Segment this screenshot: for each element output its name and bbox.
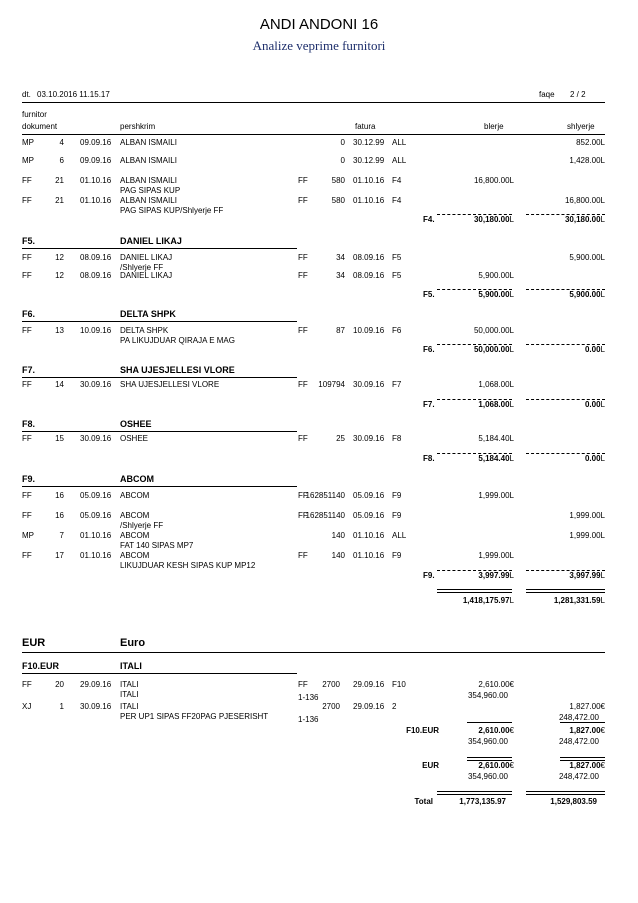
currency-section-name: Euro [120, 637, 146, 649]
row-description-extra: FAT 140 SIPAS MP7 [120, 541, 194, 550]
eur-subtotal-blerje [478, 761, 514, 770]
currency-symbol: L [509, 400, 514, 409]
subtotal-shlyerje [565, 215, 605, 224]
eur-subtotal-shlyerje-lek: 248,472.00 [558, 772, 599, 781]
columns-rule [22, 134, 605, 135]
row-invoice-code: F8 [392, 434, 402, 443]
row-doc-type: MP [22, 138, 34, 147]
row-doc-type: FF [22, 253, 32, 262]
grand-total-all-blerje-value: 1,418,175.97 [462, 596, 510, 605]
row-invoice-date: 10.09.16 [353, 326, 385, 335]
currency-symbol: L [509, 345, 514, 354]
row-doc-date: 05.09.16 [80, 491, 112, 500]
section-rule [22, 321, 297, 322]
row-description-extra: ITALI [120, 690, 139, 699]
row-invoice-date: 29.09.16 [353, 702, 385, 711]
row-blerje-lek: 354,960.00 [467, 691, 508, 700]
subtotal-blerje [478, 571, 514, 580]
currency-symbol: € [509, 761, 514, 770]
row-blerje-value: 1,999.00 [478, 491, 510, 500]
row-invoice-type: FF [298, 491, 308, 500]
row-invoice-code: ALL [392, 138, 407, 147]
row-shlyerje-eur-value: 1,827.00 [569, 702, 601, 711]
row-shlyerje-value: 1,428.00 [569, 156, 601, 165]
grand-total-label: Total [414, 797, 433, 806]
row-doc-type: FF [22, 551, 32, 560]
row-blerje-value: 16,800.00 [473, 176, 510, 185]
row-doc-number: 15 [55, 434, 64, 443]
row-doc-number: 4 [59, 138, 64, 147]
header-rule [22, 102, 605, 103]
subtotal-label: F9. [423, 571, 435, 580]
row-invoice-date: 08.09.16 [353, 271, 385, 280]
row-invoice-code: F5 [392, 253, 402, 262]
page-number: 2 / 2 [570, 90, 586, 99]
row-invoice-type: FF [298, 380, 308, 389]
row-doc-date: 01.10.16 [80, 531, 112, 540]
eur-subtotal-blerje-lek: 354,960.00 [467, 772, 508, 781]
row-shlyerje [569, 531, 605, 540]
row-description-extra: PAG SIPAS KUP/Shlyerje FF [120, 206, 224, 215]
row-description: ALBAN ISMAILI [120, 176, 177, 185]
currency-section-rule [22, 652, 605, 653]
subtotal-blerje-value: 50,000.00 [473, 345, 510, 354]
grand-total-all-blerje [463, 596, 514, 605]
row-invoice-number: 0 [340, 156, 345, 165]
grand-rule-blerje [437, 589, 512, 593]
row-doc-type: FF [22, 491, 32, 500]
row-description: DANIEL LIKAJ [120, 271, 173, 280]
row-doc-date: 01.10.16 [80, 176, 112, 185]
row-invoice-number: 140 [331, 531, 345, 540]
currency-symbol: L [509, 380, 514, 389]
row-description: SHA UJESJELLESI VLORE [120, 380, 220, 389]
subtotal-shlyerje [569, 571, 605, 580]
row-description-extra: PA LIKUJDUAR QIRAJA E MAG [120, 336, 235, 345]
row-description: ABCOM [120, 511, 150, 520]
col-dokument: dokument [22, 122, 58, 131]
row-invoice-code: F5 [392, 271, 402, 280]
row-invoice-date: 01.10.16 [353, 196, 385, 205]
row-doc-date: 08.09.16 [80, 271, 112, 280]
row-description: ITALI [120, 702, 139, 711]
row-shlyerje-value: 16,800.00 [564, 196, 601, 205]
row-shlyerje-value: 852.00 [576, 138, 601, 147]
eur-subtotal-shlyerje [569, 726, 605, 735]
section-code: F7. [22, 365, 36, 375]
report-title: ANDI ANDONI 16 [259, 16, 379, 33]
row-invoice-number: 109794 [318, 380, 345, 389]
row-invoice-type: FF [298, 680, 308, 689]
section-code: F10.EUR [22, 661, 60, 671]
row-shlyerje [569, 156, 605, 165]
eur-subtotal-shlyerje-lek: 248,472.00 [558, 737, 599, 746]
row-doc-number: 16 [55, 491, 64, 500]
grand-total-shlyerje: 1,529,803.59 [550, 797, 597, 806]
row-doc-date: 01.10.16 [80, 196, 112, 205]
row-blerje-value: 5,900.00 [478, 271, 510, 280]
row-invoice-date: 30.12.99 [353, 156, 385, 165]
row-doc-date: 05.09.16 [80, 511, 112, 520]
row-invoice-type: FF [298, 253, 308, 262]
eur-subtotal-rule-blerje [467, 722, 512, 723]
row-invoice-type: FF [298, 434, 308, 443]
grand-total-rule-shlyerje [526, 791, 605, 795]
row-description: ABCOM [120, 551, 150, 560]
currency-symbol: L [600, 215, 605, 224]
currency-symbol: € [600, 702, 605, 711]
subtotal-blerje-value: 5,184.40 [478, 454, 510, 463]
row-description-extra: /Shlyerje FF [120, 521, 164, 530]
row-description: OSHEE [120, 434, 149, 443]
grand-total-blerje: 1,773,135.97 [459, 797, 506, 806]
row-description-extra: LIKUJDUAR KESH SIPAS KUP MP12 [120, 561, 256, 570]
row-invoice-code: F9 [392, 551, 402, 560]
row-description-extra: /Shlyerje FF [120, 263, 164, 272]
row-doc-number: 17 [55, 551, 64, 560]
eur-subtotal-blerje-value: 2,610.00 [478, 761, 510, 770]
row-invoice-code: F9 [392, 491, 402, 500]
row-invoice-type: FF [298, 326, 308, 335]
row-shlyerje [576, 138, 605, 147]
row-doc-date: 09.09.16 [80, 138, 112, 147]
row-doc-number: 21 [55, 176, 64, 185]
row-blerje [478, 551, 514, 560]
row-invoice-date: 08.09.16 [353, 253, 385, 262]
row-invoice-number: 2700 [322, 702, 340, 711]
currency-symbol: L [600, 400, 605, 409]
section-rule [22, 248, 297, 249]
row-doc-number: 1 [59, 702, 64, 711]
row-doc-type: FF [22, 511, 32, 520]
row-shlyerje-eur [569, 702, 605, 711]
row-invoice-code: F6 [392, 326, 402, 335]
eur-subtotal-blerje-value: 2,610.00 [478, 726, 510, 735]
col-fatura: fatura [355, 122, 376, 131]
date-label: dt. [22, 90, 31, 99]
row-description: ALBAN ISMAILI [120, 196, 177, 205]
eur-subtotal-label: EUR [422, 761, 439, 770]
section-code: F5. [22, 236, 36, 246]
row-invoice-date: 01.10.16 [353, 176, 385, 185]
subtotal-blerje-value: 3,997.99 [478, 571, 510, 580]
row-invoice-type: FF [298, 551, 308, 560]
section-code: F8. [22, 419, 36, 429]
report-subtitle: Analize veprime furnitori [252, 38, 386, 53]
col-blerje: blerje [484, 122, 504, 131]
subtotal-shlyerje [585, 345, 605, 354]
row-doc-type: FF [22, 176, 32, 185]
row-doc-type: FF [22, 380, 32, 389]
subtotal-shlyerje [585, 454, 605, 463]
row-blerje [474, 326, 514, 335]
row-description: DELTA SHPK [120, 326, 169, 335]
row-shlyerje-value: 1,999.00 [569, 511, 601, 520]
row-shlyerje-value: 1,999.00 [569, 531, 601, 540]
subtotal-blerje [478, 454, 514, 463]
grand-rule-shlyerje [526, 589, 605, 593]
grand-total-all-shlyerje [554, 596, 605, 605]
row-description: DANIEL LIKAJ [120, 253, 173, 262]
currency-symbol: L [600, 454, 605, 463]
currency-symbol: L [509, 596, 514, 605]
section-code: F9. [22, 474, 36, 484]
row-invoice-date: 05.09.16 [353, 491, 385, 500]
row-description: ITALI [120, 680, 139, 689]
row-blerje [474, 176, 514, 185]
eur-subtotal-shlyerje-value: 1,827.00 [569, 726, 601, 735]
row-doc-date: 01.10.16 [80, 551, 112, 560]
row-invoice-number: 2700 [322, 680, 340, 689]
row-invoice-number: 34 [336, 253, 345, 262]
row-doc-date: 29.09.16 [80, 680, 112, 689]
subtotal-blerje-value: 1,068.00 [478, 400, 510, 409]
section-code: F6. [22, 309, 36, 319]
row-invoice-date: 01.10.16 [353, 531, 385, 540]
row-blerje [478, 434, 514, 443]
currency-section-code: EUR [22, 637, 46, 649]
row-invoice-type: FF [298, 176, 308, 185]
eur-subtotal-blerje [478, 726, 514, 735]
row-invoice-code: F7 [392, 380, 402, 389]
subtotal-shlyerje-value: 0.00 [584, 454, 601, 463]
currency-symbol: € [600, 761, 605, 770]
subtotal-shlyerje-value: 0.00 [584, 345, 601, 354]
row-blerje [478, 380, 514, 389]
currency-symbol: € [600, 726, 605, 735]
row-doc-number: 13 [55, 326, 64, 335]
subtotal-shlyerje-value: 0.00 [584, 400, 601, 409]
row-invoice-number: 580 [331, 196, 345, 205]
row-shlyerje [569, 253, 605, 262]
currency-symbol: L [509, 454, 514, 463]
subtotal-label: F4. [423, 215, 435, 224]
row-blerje-value: 5,184.40 [478, 434, 510, 443]
currency-symbol: L [600, 596, 605, 605]
subtotal-shlyerje [569, 290, 605, 299]
row-doc-date: 30.09.16 [80, 434, 112, 443]
row-blerje-value: 1,068.00 [478, 380, 510, 389]
date-value: 03.10.2016 11.15.17 [37, 90, 110, 99]
row-invoice-type: FF [298, 511, 308, 520]
currency-symbol: L [600, 571, 605, 580]
section-name: SHA UJESJELLESI VLORE [120, 365, 235, 375]
subtotal-shlyerje-value: 5,900.00 [569, 290, 601, 299]
row-description: ABCOM [120, 491, 150, 500]
row-description: ALBAN ISMAILI [120, 138, 177, 147]
row-doc-number: 14 [55, 380, 64, 389]
row-blerje [478, 271, 514, 280]
row-doc-number: 6 [59, 156, 64, 165]
section-name: OSHEE [120, 419, 152, 429]
col-pershkrim: pershkrim [120, 122, 156, 131]
currency-symbol: L [600, 531, 605, 540]
currency-symbol: L [509, 215, 514, 224]
currency-symbol: L [600, 156, 605, 165]
currency-symbol: L [600, 345, 605, 354]
page-label: faqe [539, 90, 555, 99]
section-rule [22, 486, 297, 487]
subtotal-label: F7. [423, 400, 435, 409]
grand-total-all-shlyerje-value: 1,281,331.59 [553, 596, 601, 605]
row-doc-number: 7 [59, 531, 64, 540]
row-doc-date: 10.09.16 [80, 326, 112, 335]
row-description: ABCOM [120, 531, 150, 540]
section-rule [22, 377, 297, 378]
subtotal-blerje [478, 290, 514, 299]
row-invoice-code: F9 [392, 511, 402, 520]
grand-total-rule-blerje [437, 791, 512, 795]
subtotal-blerje-value: 5,900.00 [478, 290, 510, 299]
row-description: ALBAN ISMAILI [120, 156, 177, 165]
subtotal-blerje-value: 30,180.00 [473, 215, 510, 224]
currency-symbol: L [509, 271, 514, 280]
row-invoice-number: 580 [331, 176, 345, 185]
subtotal-label: F6. [423, 345, 435, 354]
row-doc-type: FF [22, 196, 32, 205]
row-doc-number: 12 [55, 271, 64, 280]
subtotal-blerje [474, 215, 514, 224]
currency-symbol: L [509, 326, 514, 335]
row-invoice-account: 1-136 [298, 715, 319, 724]
row-blerje [478, 491, 514, 500]
row-blerje-value: 50,000.00 [473, 326, 510, 335]
row-shlyerje [565, 196, 605, 205]
subtotal-shlyerje [585, 400, 605, 409]
currency-symbol: L [509, 290, 514, 299]
eur-subtotal-shlyerje [569, 761, 605, 770]
row-invoice-date: 30.09.16 [353, 380, 385, 389]
row-invoice-number: 162851140 [305, 491, 345, 500]
row-invoice-code: F4 [392, 196, 402, 205]
row-shlyerje-value: 5,900.00 [569, 253, 601, 262]
col-shlyerje: shlyerje [567, 122, 595, 131]
section-name: ABCOM [120, 474, 154, 484]
row-blerje-value: 1,999.00 [478, 551, 510, 560]
section-name: DANIEL LIKAJ [120, 236, 182, 246]
row-shlyerje [569, 511, 605, 520]
currency-symbol: L [509, 176, 514, 185]
section-rule [22, 673, 297, 674]
currency-symbol: L [600, 290, 605, 299]
row-doc-type: FF [22, 434, 32, 443]
row-doc-number: 20 [55, 680, 64, 689]
currency-symbol: € [509, 680, 514, 689]
row-invoice-number: 34 [336, 271, 345, 280]
currency-symbol: L [600, 511, 605, 520]
eur-subtotal-shlyerje-value: 1,827.00 [569, 761, 601, 770]
subtotal-label: F5. [423, 290, 435, 299]
row-invoice-date: 05.09.16 [353, 511, 385, 520]
row-invoice-number: 0 [340, 138, 345, 147]
row-blerje-eur-value: 2,610.00 [478, 680, 510, 689]
currency-symbol: € [509, 726, 514, 735]
row-shlyerje-lek: 248,472.00 [558, 713, 599, 722]
currency-symbol: L [509, 571, 514, 580]
row-doc-date: 30.09.16 [80, 702, 112, 711]
row-doc-date: 08.09.16 [80, 253, 112, 262]
subtotal-shlyerje-value: 3,997.99 [569, 571, 601, 580]
row-doc-type: FF [22, 326, 32, 335]
row-doc-type: FF [22, 680, 32, 689]
row-invoice-date: 30.12.99 [353, 138, 385, 147]
row-description-extra: PER UP1 SIPAS FF20PAG PJESERISHT [120, 712, 269, 721]
row-invoice-date: 29.09.16 [353, 680, 385, 689]
row-description-extra: PAG SIPAS KUP [120, 186, 181, 195]
section-name: ITALI [120, 661, 142, 671]
currency-symbol: L [600, 138, 605, 147]
row-invoice-number: 162851140 [305, 511, 345, 520]
currency-symbol: L [509, 434, 514, 443]
row-invoice-code: 2 [392, 702, 397, 711]
row-invoice-date: 01.10.16 [353, 551, 385, 560]
row-doc-type: MP [22, 156, 34, 165]
row-invoice-date: 30.09.16 [353, 434, 385, 443]
currency-symbol: L [509, 551, 514, 560]
col-furnitor: furnitor [22, 110, 47, 119]
row-doc-date: 09.09.16 [80, 156, 112, 165]
subtotal-blerje [474, 345, 514, 354]
eur-subtotal-blerje-lek: 354,960.00 [467, 737, 508, 746]
section-rule [22, 431, 297, 432]
subtotal-blerje [478, 400, 514, 409]
row-doc-number: 21 [55, 196, 64, 205]
row-invoice-code: F10 [392, 680, 406, 689]
row-invoice-code: ALL [392, 531, 407, 540]
subtotal-shlyerje-value: 30,180.00 [564, 215, 601, 224]
row-doc-number: 12 [55, 253, 64, 262]
row-doc-date: 30.09.16 [80, 380, 112, 389]
row-invoice-number: 87 [336, 326, 345, 335]
section-name: DELTA SHPK [120, 309, 176, 319]
row-doc-number: 16 [55, 511, 64, 520]
row-doc-type: MP [22, 531, 34, 540]
row-invoice-number: 140 [331, 551, 345, 560]
currency-symbol: L [509, 491, 514, 500]
eur-subtotal-label: F10.EUR [406, 726, 439, 735]
subtotal-label: F8. [423, 454, 435, 463]
row-invoice-account: 1-136 [298, 693, 319, 702]
row-blerje-eur [478, 680, 514, 689]
row-invoice-type: FF [298, 196, 308, 205]
row-doc-type: XJ [22, 702, 32, 711]
eur-subtotal-rule-shlyerje [560, 722, 605, 723]
row-invoice-code: F4 [392, 176, 402, 185]
currency-symbol: L [600, 196, 605, 205]
row-invoice-code: ALL [392, 156, 407, 165]
currency-symbol: L [600, 253, 605, 262]
row-invoice-number: 25 [336, 434, 345, 443]
row-doc-type: FF [22, 271, 32, 280]
row-invoice-type: FF [298, 271, 308, 280]
